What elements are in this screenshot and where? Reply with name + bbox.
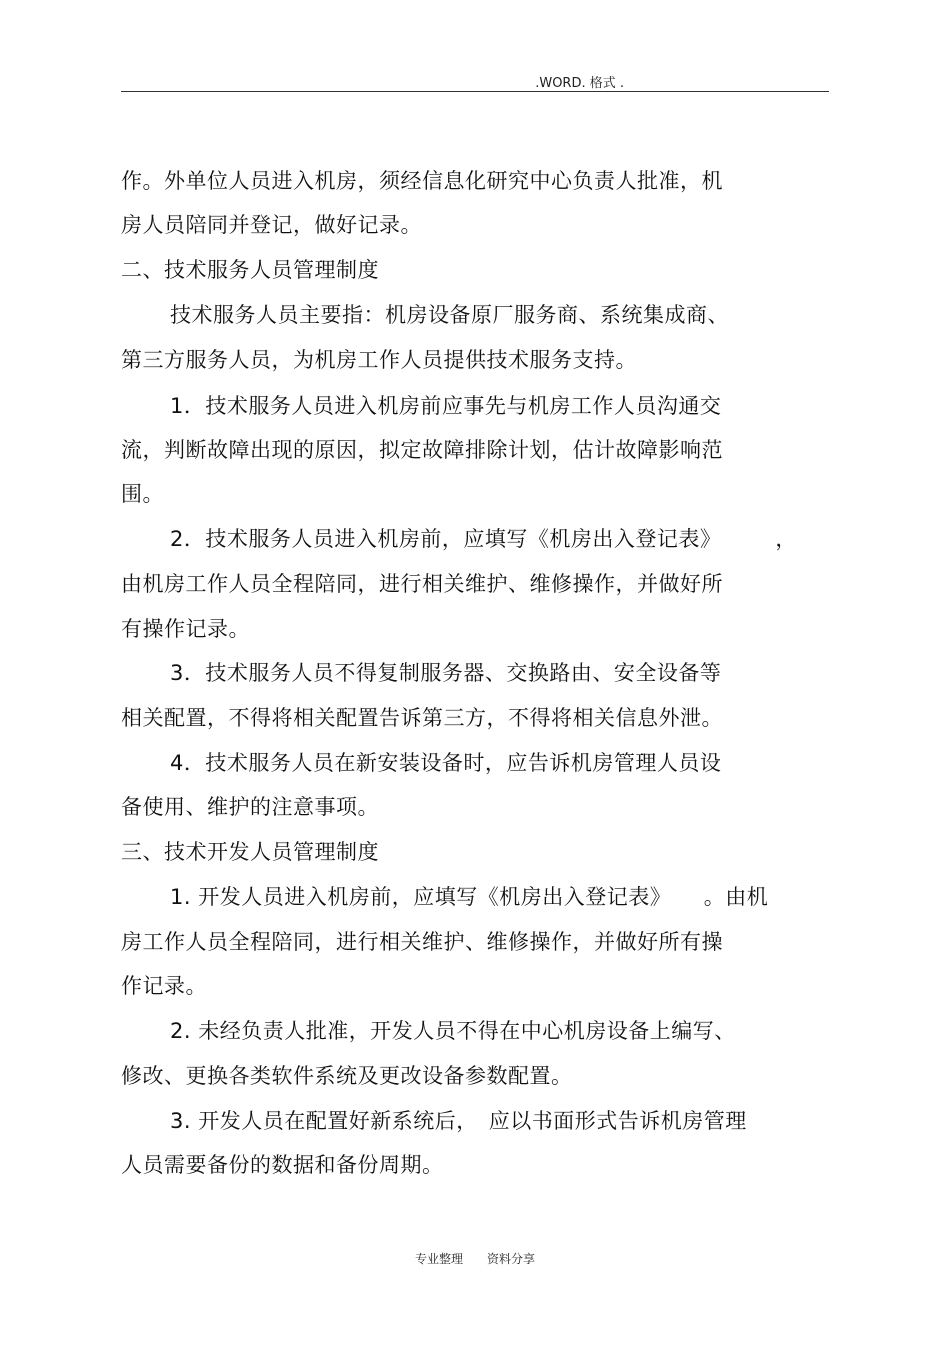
body-line: 1. 开发人员进入机房前，应填写《机房出入登记表》 。由机 bbox=[170, 885, 769, 909]
body-line: 3. 开发人员在配置好新系统后， 应以书面形式告诉机房管理 bbox=[170, 1109, 747, 1133]
body-line: 修改、更换各类软件系统及更改设备参数配置。 bbox=[121, 1064, 573, 1088]
page-header: .WORD. 格式 . bbox=[535, 76, 624, 91]
body-line: 房工作人员全程陪同，进行相关维护、维修操作，并做好所有操 bbox=[121, 930, 723, 954]
body-line: 2. 未经负责人批准，开发人员不得在中心机房设备上编写、 bbox=[170, 1019, 736, 1043]
body-line: 1．技术服务人员进入机房前应事先与机房工作人员沟通交 bbox=[170, 394, 722, 418]
body-line: 4．技术服务人员在新安装设备时，应告诉机房管理人员设 bbox=[170, 751, 722, 775]
body-line: 第三方服务人员，为机房工作人员提供技术服务支持。 bbox=[121, 348, 637, 372]
body-line: 有操作记录。 bbox=[121, 617, 250, 641]
body-line: 流，判断故障出现的原因，拟定故障排除计划，估计故障影响范 bbox=[121, 438, 723, 462]
section-heading: 三、技术开发人员管理制度 bbox=[121, 840, 379, 864]
body-line: 房人员陪同并登记，做好记录。 bbox=[121, 213, 422, 237]
header-divider bbox=[121, 91, 829, 92]
body-line: 技术服务人员主要指：机房设备原厂服务商、系统集成商、 bbox=[170, 303, 729, 327]
body-line: 作记录。 bbox=[121, 974, 207, 998]
body-line: 作。外单位人员进入机房，须经信息化研究中心负责人批准，机 bbox=[121, 169, 723, 193]
body-line: 人员需要备份的数据和备份周期。 bbox=[121, 1153, 444, 1177]
body-line: 备使用、维护的注意事项。 bbox=[121, 795, 379, 819]
page-footer: 专业整理 资料分享 bbox=[414, 1252, 535, 1266]
body-line: 3．技术服务人员不得复制服务器、交换路由、安全设备等 bbox=[170, 661, 722, 685]
body-line: 相关配置，不得将相关配置告诉第三方，不得将相关信息外泄。 bbox=[121, 706, 723, 730]
body-line: 围。 bbox=[121, 482, 164, 506]
body-line: 由机房工作人员全程陪同，进行相关维护、维修操作，并做好所 bbox=[121, 572, 723, 596]
body-line: 2．技术服务人员进入机房前，应填写《机房出入登记表》 ， bbox=[170, 527, 797, 551]
section-heading: 二、技术服务人员管理制度 bbox=[121, 258, 379, 282]
